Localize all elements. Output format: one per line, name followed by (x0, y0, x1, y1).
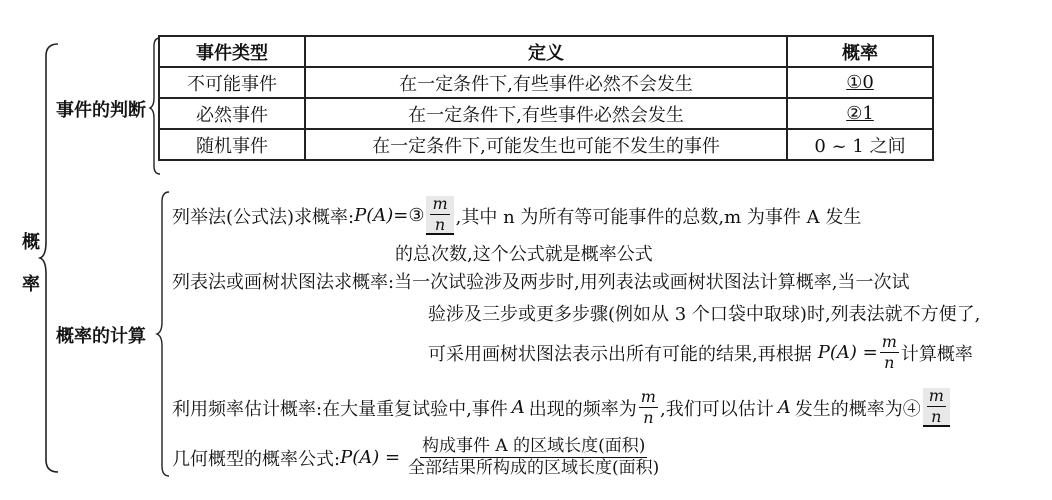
header-type: 事件类型 (159, 36, 305, 67)
answer-1: ①0 (846, 72, 874, 93)
frac-num: m (881, 332, 897, 351)
table-cell: 0 ~ 1 之间 (787, 129, 933, 160)
freq-A1: A (511, 397, 525, 418)
frac-den: n (931, 407, 942, 426)
freq-c: ,我们可以估计 (659, 398, 774, 420)
table-row (159, 129, 933, 160)
geo-den: 全部结果所构成的区域长度(面积) (408, 458, 660, 478)
calc-brace (155, 190, 171, 478)
header-probability: 概率 (787, 36, 933, 67)
table-cell: 在一定条件下,可能发生也可能不发生的事件 (305, 129, 787, 160)
geo-prefix: 几何概型的概率公式: (172, 448, 341, 470)
judgment-title: 事件的判断 (56, 100, 146, 121)
tree-line-1: 列表法或画树状图法求概率:当一次试验涉及两步时,用列表法或画树状图法计算概率,当一次试 (172, 272, 910, 293)
freq-b: 出现的频率为 (528, 398, 637, 420)
answer-2: ②1 (846, 103, 874, 124)
table-cell (787, 98, 933, 129)
enum-eq: =③ (393, 205, 425, 226)
answer-3-fraction (426, 196, 453, 235)
tree-P: P(A) = (817, 342, 878, 363)
geo-num: 构成事件 A 的区域长度(面积) (422, 436, 646, 456)
enum-P: P(A) (354, 205, 394, 226)
geo-P: P(A) = (340, 447, 401, 468)
frac-den: n (434, 215, 446, 234)
table-cell: 在一定条件下,有些事件必然会发生 (305, 98, 787, 129)
left-label-2: 率 (22, 274, 40, 295)
geo-fraction (408, 438, 659, 477)
table-header-row (159, 36, 933, 67)
enum-rest: ,其中 n 为所有等可能事件的总数,m 为事件 A 发生 (455, 206, 862, 228)
tree-fraction (880, 334, 899, 371)
frac-den: n (643, 408, 654, 427)
freq-a: 利用频率估计概率:在大量重复试验中,事件 (172, 398, 508, 420)
tree-line-2: 验涉及三步或更多步骤(例如从 3 个口袋中取球)时,列表法就不方便了, (428, 304, 981, 325)
answer-4-fraction (923, 388, 950, 427)
freq-A2: A (777, 397, 791, 418)
tree-line-3a: 可采用画树状图法表示出所有可能的结果,再根据 (428, 343, 812, 365)
event-type-table (158, 35, 934, 161)
table-cell: 不可能事件 (159, 67, 305, 98)
freq-fraction (639, 389, 658, 426)
frac-num: m (640, 387, 656, 406)
freq-d: 发生的概率为④ (794, 398, 921, 420)
calc-title: 概率的计算 (56, 326, 146, 347)
tree-line-3 (428, 334, 973, 371)
freq-line (172, 388, 952, 427)
table-row (159, 67, 933, 98)
table-row (159, 98, 933, 129)
enum-prefix: 列举法(公式法)求概率: (172, 206, 355, 228)
table-cell: 在一定条件下,有些事件必然不会发生 (305, 67, 787, 98)
table-cell (787, 67, 933, 98)
header-definition: 定义 (305, 36, 787, 67)
left-label-1: 概 (22, 232, 40, 253)
table-cell: 必然事件 (159, 98, 305, 129)
table-cell: 随机事件 (159, 129, 305, 160)
frac-num: m (928, 386, 944, 405)
enum-line-1 (172, 196, 861, 235)
tree-line-3b: 计算概率 (900, 343, 973, 365)
geo-line (172, 438, 661, 477)
frac-den: n (884, 353, 895, 372)
frac-num: m (432, 194, 448, 213)
enum-line-2: 的总次数,这个公式就是概率公式 (395, 244, 653, 265)
